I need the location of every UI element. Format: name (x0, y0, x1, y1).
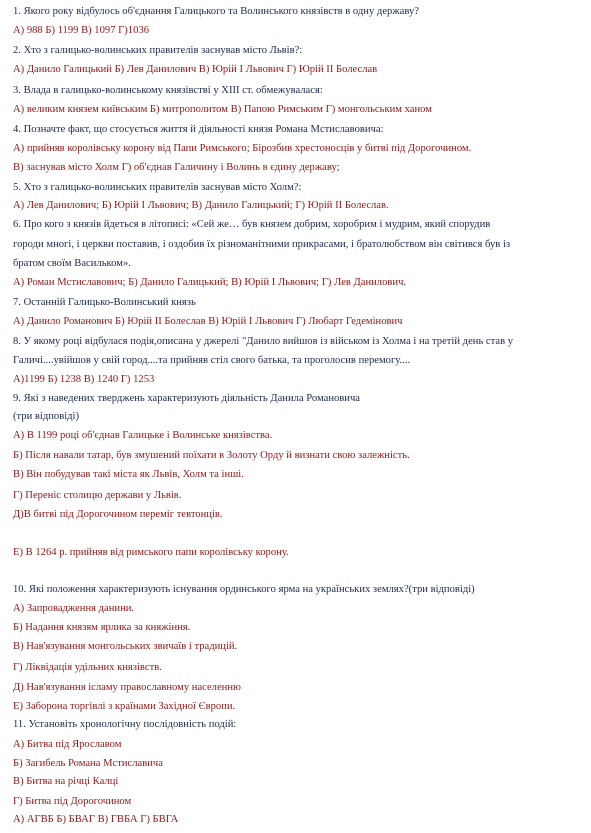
answer-line: А) 988 Б) 1199 В) 1097 Г)1036 (13, 25, 149, 36)
answer-line: А) В 1199 році об'єднав Галицьке і Волинське князівства. (13, 430, 273, 441)
answer-line: Б) Загибель Романа Мстиславича (13, 758, 163, 769)
answer-line: Г) Битва під Дорогочином (13, 796, 132, 807)
answer-line: А) Запровадження данини. (13, 603, 135, 614)
question-line: 5. Хто з галицько-волинських правителів заснував місто Холм?: (13, 182, 302, 193)
question-line: 3. Влада в галицько-волинському князівстві у ХІІІ ст. обмежувалася: (13, 85, 323, 96)
answer-line: А) великим князем київським Б) митрополитом В) Папою Римським Г) монгольським ханом (13, 104, 432, 115)
answer-line: Д) Нав'язування ісламу православному населенню (13, 682, 241, 693)
question-line: 11. Установіть хронологічну послідовність подій: (13, 719, 237, 730)
answer-line: Б) Надання князям ярлика за княжіння. (13, 622, 191, 633)
question-line: (три відповіді) (13, 411, 80, 422)
question-line: Галичі....увійшов у свій город....та прийняв стіл свого батька, та проголосив перемогу.... (13, 355, 411, 366)
question-line: 10. Які положення характеризують існування ординського ярма на українських землях?(три відповіді) (13, 584, 475, 595)
question-line: 7. Останній Галицько-Волинський князь (13, 297, 196, 308)
question-line: 1. Якого року відбулось об'єднання Галицького та Волинського князівств в одну державу? (13, 6, 419, 17)
answer-line: А) АГВБ Б) БВАГ В) ГВБА Г) БВГА (13, 814, 179, 825)
answer-line: А) Данило Романович Б) Юрій ІІ Болеслав В) Юрій І Львович Г) Любарт Гедемінович (13, 316, 403, 327)
answer-line: Е) В 1264 р. прийняв від римського папи королівську корону. (13, 547, 289, 558)
answer-line: В) Він побудував такі міста як Львів, Холм та інші. (13, 469, 244, 480)
answer-line: В) заснував місто Холм Г) об'єднав Галичину і Волинь в єдину державу; (13, 162, 340, 173)
answer-line: А) Данило Галицький Б) Лев Данилович В) Юрій І Львович Г) Юрій ІІ Болеслав (13, 64, 378, 75)
answer-line: А) прийняв королівську корону від Папи Римського; Бірозбив хрестоносців у битві під Дорогочином. (13, 143, 472, 154)
question-line: 2. Хто з галицько-волинських правителів заснував місто Львів?: (13, 45, 303, 56)
answer-line: В) Битва на річці Калці (13, 776, 119, 787)
answer-line: В) Нав'язування монгольських звичаїв і традицій. (13, 641, 238, 652)
answer-line: Д)В битві під Дорогочином переміг тевтонців. (13, 509, 223, 520)
question-line: городи многі, і церкви поставив, і оздобив їх різноманітними прикрасами, і братолюбством він світився був із (13, 239, 511, 250)
answer-line: Г) Переніс столицю держави у Львів. (13, 490, 182, 501)
answer-line: Б) Після навали татар, був змушений поїхати в Золоту Орду й визнати свою залежність. (13, 450, 410, 461)
answer-line: А) Роман Мстиславович; Б) Данило Галицький; В) Юрій І Львович; Г) Лев Данилович. (13, 277, 407, 288)
question-line: братом своїм Васильком». (13, 258, 131, 269)
answer-line: Г) Ліквідація удільних князівств. (13, 662, 162, 673)
question-line: 9. Які з наведених тверджень характеризують діяльність Данила Романовича (13, 393, 361, 404)
question-line: 6. Про кого з князів йдеться в літописі: «Сей же… був князем добрим, хоробрим і мудрим, який спорудив (13, 219, 491, 230)
answer-line: А)1199 Б) 1238 В) 1240 Г) 1253 (13, 374, 155, 385)
question-line: 4. Позначте факт, що стосується життя й діяльності князя Романа Мстиславовича: (13, 124, 384, 135)
answer-line: Е) Заборона торгівлі з країнами Західної Європи. (13, 701, 236, 712)
answer-line: А) Битва під Ярославом (13, 739, 122, 750)
question-line: 8. У якому році відбулася подія,описана у джерелі "Данило вийшов із військом із Холма і на третій день став у (13, 336, 514, 347)
answer-line: А) Лев Данилович; Б) Юрій І Львович; В) Данило Галицький; Г) Юрій ІІ Болеслав. (13, 200, 389, 211)
